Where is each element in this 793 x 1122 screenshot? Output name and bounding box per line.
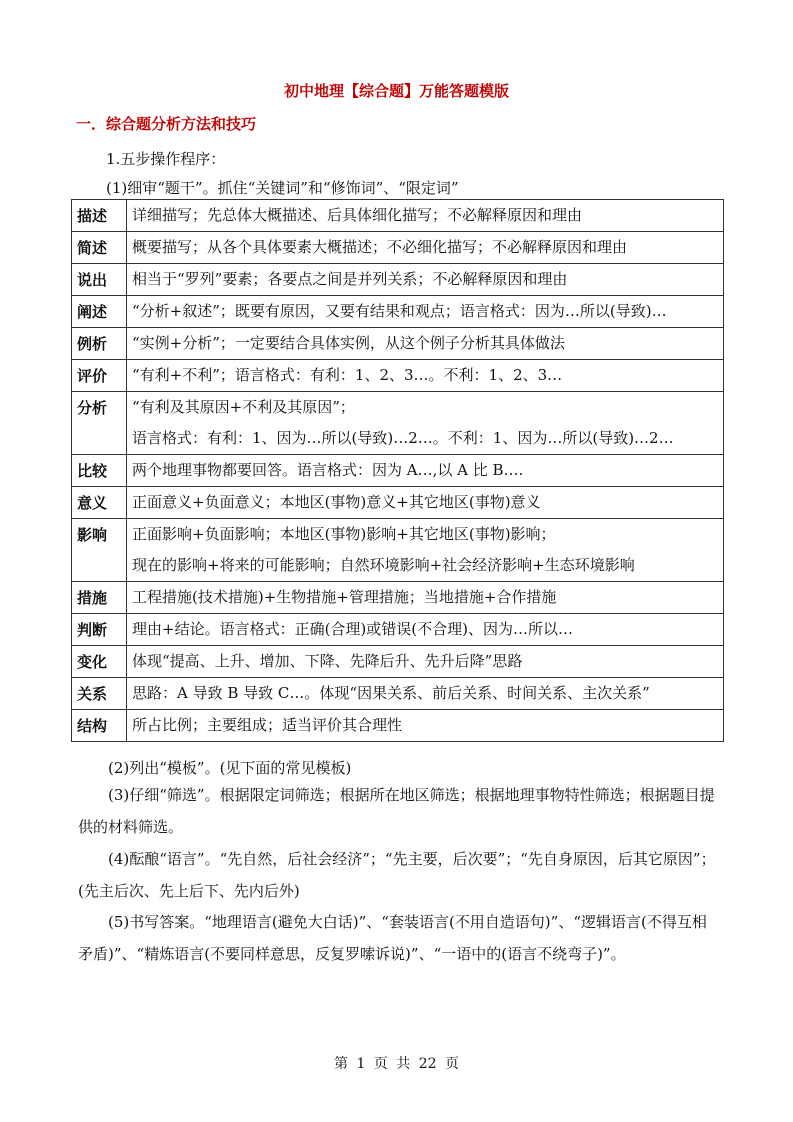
term-label: 影响 xyxy=(72,519,127,582)
term-description xyxy=(127,487,724,519)
term-label: 措施 xyxy=(72,582,127,614)
term-label: 关系 xyxy=(72,678,127,710)
terms-row xyxy=(72,232,724,264)
term-description xyxy=(127,328,724,360)
term-description xyxy=(127,646,724,678)
term-label: 描述 xyxy=(72,200,127,232)
term-label: 分析 xyxy=(72,392,127,455)
term-description xyxy=(127,264,724,296)
term-label: 意义 xyxy=(72,487,127,519)
term-description xyxy=(127,582,724,614)
term-description-line: 正面意义+负面意义；本地区(事物)意义+其它地区(事物)意义 xyxy=(132,493,541,511)
term-description xyxy=(127,296,724,328)
term-description xyxy=(127,455,724,487)
term-description-line: 两个地理事物都要回答。语言格式：因为 A…,以 A 比 B…. xyxy=(132,461,524,479)
term-description xyxy=(127,678,724,710)
terms-row xyxy=(72,646,724,678)
term-description xyxy=(127,392,724,455)
term-description-line: 理由+结论。语言格式：正确(合理)或错误(不合理)、因为…所以… xyxy=(132,620,573,638)
term-label: 简述 xyxy=(72,232,127,264)
terms-row xyxy=(72,296,724,328)
step-intro: 1.五步操作程序： xyxy=(106,150,226,168)
term-description-line: 详细描写；先总体大概描述、后具体细化描写；不必解释原因和理由 xyxy=(132,206,583,224)
term-description-line: “有利+不利”；语言格式：有利：1、2、3…。不利：1、2、3… xyxy=(132,366,563,384)
terms-row xyxy=(72,582,724,614)
term-description-line: 现在的影响+将来的可能影响；自然环境影响+社会经济影响+生态环境影响 xyxy=(132,556,635,574)
step-1: (1)细审“题干”。抓住“关键词”和“修饰词”、“限定词” xyxy=(106,179,459,197)
terms-table-body xyxy=(72,200,724,742)
term-description-line: 思路：A 导致 B 导致 C…。体现“因果关系、前后关系、时间关系、主次关系” xyxy=(132,684,650,702)
terms-row xyxy=(72,710,724,742)
term-description-line: 工程措施(技术措施)+生物措施+管理措施；当地措施+合作措施 xyxy=(132,588,557,606)
term-label: 比较 xyxy=(72,455,127,487)
term-description-line: 相当于“罗列”要素；各要点之间是并列关系；不必解释原因和理由 xyxy=(132,270,568,288)
page-footer: 第 1 页 共 22 页 xyxy=(334,1056,459,1072)
term-description-line: 体现“提高、上升、增加、下降、先降后升、先升后降”思路 xyxy=(132,652,523,670)
step-5: (5)书写答案。“地理语言(避免大白话)”、“套装语言(不用自造语句)”、“逻辑语言(不得互相矛盾)”、“精炼语言(不要同样意思，反复罗嗦诉说)”、“一语中的(语言不绕弯子)”。 xyxy=(78,913,707,963)
term-description xyxy=(127,360,724,392)
term-label: 阐述 xyxy=(72,296,127,328)
terms-row xyxy=(72,519,724,582)
terms-row xyxy=(72,328,724,360)
term-description xyxy=(127,710,724,742)
term-label: 例析 xyxy=(72,328,127,360)
step-2: (2)列出“模板”。(见下面的常见模板) xyxy=(108,759,352,777)
document-title: 初中地理【综合题】万能答题模版 xyxy=(283,82,509,100)
terms-row xyxy=(72,360,724,392)
term-description xyxy=(127,232,724,264)
step-4: (4)酝酿“语言”。“先自然，后社会经济”；“先主要，后次要”；“先自身原因，后其它原因”；(先主后次、先上后下、先内后外) xyxy=(78,850,716,900)
term-description-line: “实例+分析”；一定要结合具体实例，从这个例子分析其具体做法 xyxy=(132,334,565,352)
term-label: 判断 xyxy=(72,614,127,646)
terms-row xyxy=(72,678,724,710)
terms-row xyxy=(72,200,724,232)
term-description-line: 正面影响+负面影响；本地区(事物)影响+其它地区(事物)影响； xyxy=(132,525,556,543)
term-label: 变化 xyxy=(72,646,127,678)
term-description xyxy=(127,200,724,232)
terms-row xyxy=(72,264,724,296)
term-label: 评价 xyxy=(72,360,127,392)
term-label: 结构 xyxy=(72,710,127,742)
term-description-line: “分析+叙述”；既要有原因，又要有结果和观点；语言格式：因为…所以(导致)… xyxy=(132,302,667,320)
term-label: 说出 xyxy=(72,264,127,296)
terms-row xyxy=(72,487,724,519)
term-description xyxy=(127,614,724,646)
terms-row xyxy=(72,614,724,646)
step-3: (3)仔细“筛选”。根据限定词筛选；根据所在地区筛选；根据地理事物特性筛选；根据题目提供的材料筛选。 xyxy=(78,786,715,836)
term-description-line: 所占比例；主要组成；适当评价其合理性 xyxy=(132,716,403,734)
term-description xyxy=(127,519,724,582)
term-description-line: 语言格式：有利：1、因为…所以(导致)…2…。不利：1、因为…所以(导致)…2… xyxy=(132,429,674,447)
term-description-line: “有利及其原因+不利及其原因”； xyxy=(132,398,355,416)
term-description-line: 概要描写；从各个具体要素大概描述；不必细化描写；不必解释原因和理由 xyxy=(132,238,628,256)
section-heading: 一．综合题分析方法和技巧 xyxy=(76,115,257,133)
terms-row xyxy=(72,392,724,455)
terms-row xyxy=(72,455,724,487)
terms-table xyxy=(71,199,724,742)
